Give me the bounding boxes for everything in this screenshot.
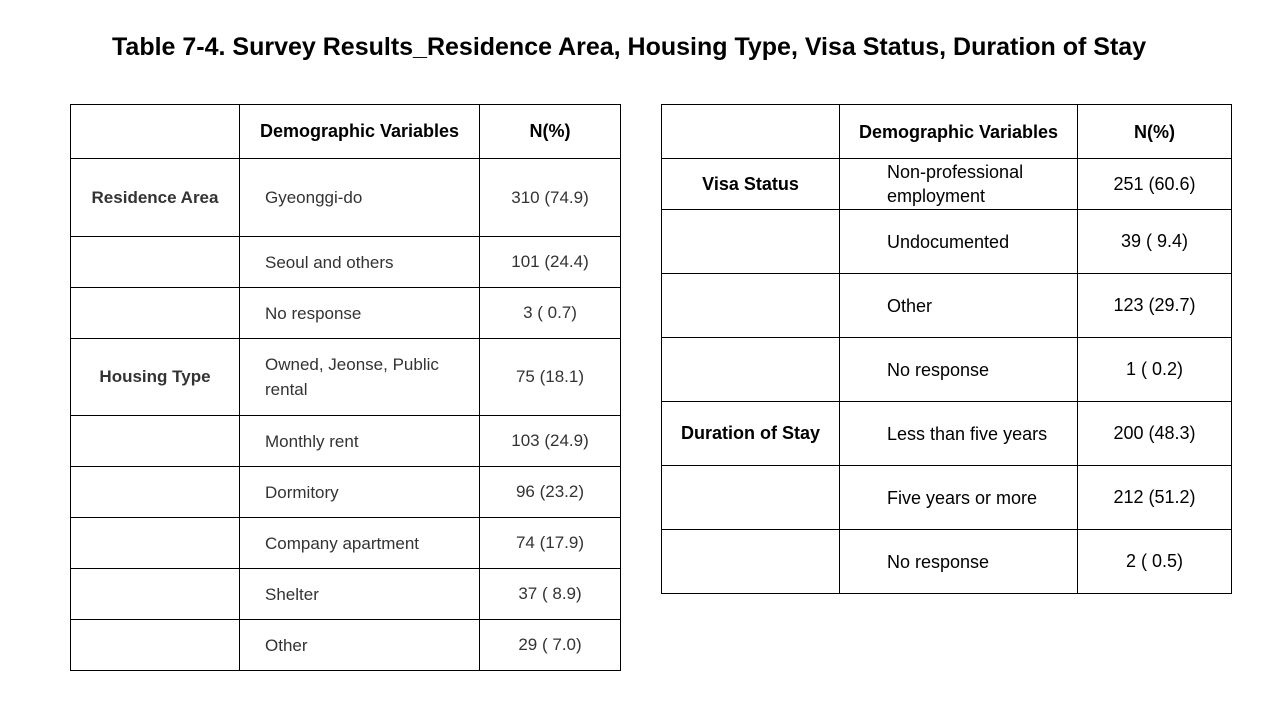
value-cell: 103 (24.9) <box>480 416 621 467</box>
category-cell: Residence Area <box>71 159 240 237</box>
variable-cell: No response <box>840 338 1078 402</box>
variable-cell: No response <box>240 288 480 339</box>
variable-cell: Shelter <box>240 569 480 620</box>
category-cell <box>71 467 240 518</box>
variable-cell: Other <box>840 274 1078 338</box>
value-cell: 96 (23.2) <box>480 467 621 518</box>
variable-cell: Seoul and others <box>240 237 480 288</box>
value-cell: 74 (17.9) <box>480 518 621 569</box>
table-row <box>71 620 621 671</box>
category-cell <box>71 620 240 671</box>
value-cell: 123 (29.7) <box>1078 274 1232 338</box>
table-row <box>71 339 621 416</box>
right-table <box>661 104 1232 594</box>
table-row <box>662 274 1232 338</box>
value-cell: 3 ( 0.7) <box>480 288 621 339</box>
table-row <box>71 569 621 620</box>
category-cell <box>662 210 840 274</box>
page-title: Table 7-4. Survey Results_Residence Area, Housing Type, Visa Status, Duration of Stay <box>112 33 1147 61</box>
category-cell: Housing Type <box>71 339 240 416</box>
table-row <box>662 159 1232 210</box>
category-cell <box>71 569 240 620</box>
category-cell <box>71 237 240 288</box>
table-row <box>71 416 621 467</box>
table-row <box>662 210 1232 274</box>
category-cell <box>662 338 840 402</box>
value-cell: 310 (74.9) <box>480 159 621 237</box>
variable-cell: Company apartment <box>240 518 480 569</box>
table-row <box>71 518 621 569</box>
value-cell: 37 ( 8.9) <box>480 569 621 620</box>
value-cell: 39 ( 9.4) <box>1078 210 1232 274</box>
category-cell <box>662 530 840 594</box>
table-row <box>662 402 1232 466</box>
value-cell: 200 (48.3) <box>1078 402 1232 466</box>
variable-cell: Gyeonggi-do <box>240 159 480 237</box>
category-cell: Duration of Stay <box>662 402 840 466</box>
value-cell: 1 ( 0.2) <box>1078 338 1232 402</box>
variable-cell: Less than five years <box>840 402 1078 466</box>
category-cell: Visa Status <box>662 159 840 210</box>
value-cell: 75 (18.1) <box>480 339 621 416</box>
table-row <box>662 338 1232 402</box>
table-header-row <box>71 105 621 159</box>
category-cell <box>71 416 240 467</box>
variable-cell: Other <box>240 620 480 671</box>
category-cell <box>71 288 240 339</box>
header-cell-category <box>662 105 840 159</box>
value-cell: 29 ( 7.0) <box>480 620 621 671</box>
table-header-row <box>662 105 1232 159</box>
variable-cell: Dormitory <box>240 467 480 518</box>
value-cell: 212 (51.2) <box>1078 466 1232 530</box>
left-table <box>70 104 621 671</box>
table-row <box>71 467 621 518</box>
variable-cell: Non-professional employment <box>840 159 1078 210</box>
variable-cell: No response <box>840 530 1078 594</box>
table-row <box>71 159 621 237</box>
header-cell-n-percent: N(%) <box>1078 105 1232 159</box>
category-cell <box>71 518 240 569</box>
header-cell-variables: Demographic Variables <box>240 105 480 159</box>
header-cell-variables: Demographic Variables <box>840 105 1078 159</box>
variable-cell: Monthly rent <box>240 416 480 467</box>
value-cell: 2 ( 0.5) <box>1078 530 1232 594</box>
category-cell <box>662 274 840 338</box>
category-cell <box>662 466 840 530</box>
table-row <box>71 288 621 339</box>
table-row <box>662 530 1232 594</box>
header-cell-n-percent: N(%) <box>480 105 621 159</box>
variable-cell: Five years or more <box>840 466 1078 530</box>
variable-cell: Undocumented <box>840 210 1078 274</box>
variable-cell: Owned, Jeonse, Public rental <box>240 339 480 416</box>
table-row <box>662 466 1232 530</box>
header-cell-category <box>71 105 240 159</box>
value-cell: 101 (24.4) <box>480 237 621 288</box>
value-cell: 251 (60.6) <box>1078 159 1232 210</box>
table-row <box>71 237 621 288</box>
